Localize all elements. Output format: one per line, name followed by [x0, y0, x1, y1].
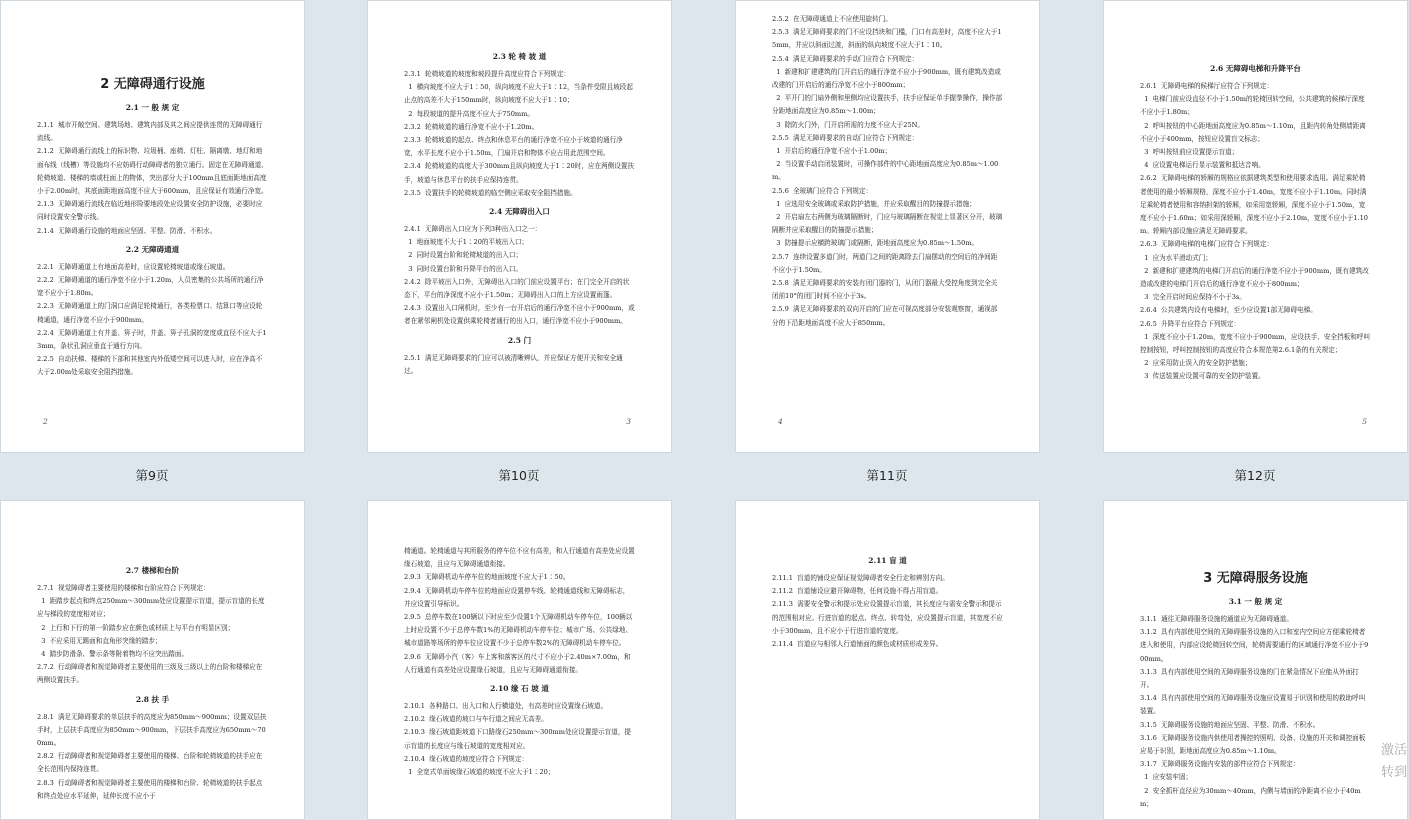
clause-text: 3.1.2 具有内部使用空间的无障碍服务设施的入口和室内空间应方便乘轮椅者进入和使用，内部应设轮椅回转空间，轮椅需要通行的区域通行净宽不应小于900mm。 — [1140, 628, 1369, 663]
clause-text: 1 应为水平滑动式门； — [1140, 253, 1212, 262]
watermark-line-2: 转到 — [1381, 765, 1408, 780]
clause-text: 2.10.2 缘石坡道的坡口与车行道之间应无高差。 — [404, 715, 548, 724]
clause-text: 2.1.4 无障碍通行设施的地面应坚固、平整、防滑、不积水。 — [37, 226, 217, 235]
clause-text: 2.10.3 缘石坡道距坡道下口路缘石250mm～300mm处应设置提示盲道，提示盲道的长度应与缘石坡道的宽度相对应。 — [404, 728, 632, 750]
clause-text: 2.1.2 无障碍通行流线上的标识物、垃圾桶、座椅、灯柱、隔离墩、地灯和地面布线（线槽）等设施均不应妨碍行动障碍者的独立通行。固定在无障碍通道、轮椅坡道、楼梯的墙或柱面上的物体，突出部分大于100mm且底面距地面高度小于2.00m时，其底面距地面高度不应大于600mm，且应保证有效通行净宽。 — [37, 147, 268, 196]
clause-text: 2.1.1 城市开敞空间、建筑场地、建筑内部及其之间应提供连贯的无障碍通行流线。 — [37, 121, 263, 143]
clause-text: 2.6.5 升降平台应符合下列规定： — [1140, 319, 1241, 328]
page-number: 3 — [626, 416, 631, 426]
clause-text: 2.11.3 需要安全警示和提示处应设置提示盲道，其长度应与需安全警示和提示的范围相对应。行进盲道的起点、终点、转弯处，应设置提示盲道，其宽度不应小于300mm，且不应小于行进盲道的宽度。 — [772, 600, 1003, 635]
clause-text: 2 上行和下行的第一阶踏步应在颜色或材质上与平台有明显区别； — [37, 623, 235, 632]
clause-text: 2.1.3 无障碍通行流线在临近地形险要地段处应设置安全防护设施，必要时应同时设置安全警示线。 — [37, 200, 263, 222]
clause-text: 3 同时设置台阶和升降平台的出入口。 — [404, 264, 523, 273]
clause-text: 2.6.3 无障碍电梯的电梯门应符合下列规定： — [1140, 240, 1274, 249]
clause-text: 2 同时设置台阶和轮椅坡道的出入口； — [404, 251, 523, 260]
clause-text: 椅通道。轮椅通道与其所服务的停车位不应有高差，和人行通道有高差处应设置缘石坡道，且应与无障碍通道衔接。 — [404, 547, 635, 569]
clause-text: 2.5.1 满足无障碍要求的门应可以被清晰辨认，并应保证方便开关和安全通过。 — [404, 353, 623, 375]
section-heading: 2.6 无障碍电梯和升降平台 — [1210, 64, 1301, 73]
chapter-title: 3 无障碍服务设施 — [1203, 571, 1308, 586]
clause-text: 3.1.4 具有内部使用空间的无障碍服务设施应设置易于识别和使用的救助呼叫装置。 — [1140, 694, 1366, 716]
clause-text: 2.3.5 设置扶手的轮椅坡道的临空侧应采取安全阻挡措施。 — [404, 188, 577, 197]
clause-text: 2.8.1 满足无障碍要求的单层扶手的高度应为850mm～900mm；设置双层扶手时，上层扶手高度应为850mm～900mm，下层扶手高度应为650mm～700mm。 — [37, 712, 267, 748]
page-number: 4 — [778, 416, 783, 426]
clause-text: 2.11.1 盲道的铺设应保证视觉障碍者安全行走和辨别方向。 — [772, 574, 949, 582]
clause-text: 3.1.5 无障碍服务设施的地面应坚固、平整、防滑、不积水。 — [1140, 720, 1320, 729]
clause-text: 2.6.2 无障碍电梯的轿厢的规格应依据建筑类型和使用要求选用。满足乘轮椅者使用的最小轿厢规格，深度不应小于1.40m，宽度不应小于1.10m。同时满足乘轮椅者使用和容纳担架的轿厢，如采用宽轿厢，深度不应小于1.50m，宽度不应小于1.60m；如采用深轿厢，深度不应小于2.10m，宽度不应小于1.10m。轿厢内部设施应满足无障碍要求。 — [1140, 174, 1368, 236]
clause-text: 3.1.3 具有内部使用空间的无障碍服务设施的门在紧急情况下应能从外面打开。 — [1140, 667, 1359, 690]
page-thumbnail-13[interactable] — [0, 500, 305, 820]
clause-text: 2 呼叫按钮的中心距地面高度应为0.85m～1.10m，且距内转角处侧墙距离不应小于400mm，按钮应设置盲文标志； — [1140, 121, 1366, 143]
page-thumbnail-14[interactable] — [367, 500, 672, 820]
section-heading: 2.3 轮 椅 坡 道 — [492, 52, 547, 61]
page-label-12[interactable]: 第12页 — [1234, 468, 1276, 483]
clause-text: 2.9.5 总停车数在100辆以下时应至少设置1个无障碍机动车停车位，100辆以上时应设置不少于总停车数1%的无障碍机动车停车位；城市广场、公共绿地、城市道路等场所的停车位应设置不少于总停车数2%的无障碍机动车停车位。 — [404, 613, 633, 648]
page-label-10[interactable]: 第10页 — [498, 468, 540, 483]
clause-text: 3 防撞提示应横跨玻璃门或隔断，距地面高度应为0.85m～1.50m。 — [772, 239, 979, 248]
clause-text: 2 新建和扩建建筑的电梯门开启后的通行净宽不应小于900mm，既有建筑改造或改建的电梯门开启后的通行净宽不应小于800mm； — [1140, 266, 1369, 289]
section-heading: 2.7 楼梯和台阶 — [125, 566, 180, 575]
clause-text: 3 传送装置应设置可靠的安全防护装置。 — [1140, 372, 1265, 381]
section-heading: 2.8 扶 手 — [135, 694, 170, 704]
clause-text: 2.10.4 缘石坡道的坡度应符合下列规定： — [404, 754, 529, 763]
page-number: 2 — [43, 416, 48, 426]
clause-text: 3 完全开启时间应保持不小于3s。 — [1140, 293, 1246, 302]
clause-text: 3 不应采用无踢面和直角形突缘的踏步； — [37, 636, 162, 645]
section-heading: 2.5 门 — [507, 335, 532, 345]
clause-text: 1 新建和扩建建筑的门开启后的通行净宽不应小于900mm，既有建筑改造或改建的门开启后的通行净宽不应小于800mm； — [772, 67, 1001, 90]
clause-text: 2.6.4 公共建筑内设有电梯时，至少应设置1部无障碍电梯。 — [1140, 306, 1317, 315]
clause-text: 2.9.6 无障碍小汽（客）车上客和落客区的尺寸不应小于2.40m×7.00m，和人行通道有高差处应设置缘石坡道，且应与无障碍通道衔接。 — [404, 652, 631, 674]
clause-text: 2.5.6 全玻璃门应符合下列规定： — [772, 186, 873, 195]
clause-text: 2.3.1 轮椅坡道的坡度和坡段提升高度应符合下列规定： — [404, 70, 571, 78]
clause-text: 3.1.1 通往无障碍服务设施的通道应为无障碍通道。 — [1140, 615, 1293, 623]
section-heading: 2.10 缘 石 坡 道 — [490, 684, 549, 694]
clause-text: 2.11.2 盲道铺设应避开障碍物，任何设施不得占用盲道。 — [772, 587, 943, 596]
section-heading: 3.1 一 般 规 定 — [1228, 597, 1283, 606]
clause-text: 1 地面坡度不大于1∶20的平坡出入口； — [404, 238, 529, 247]
clause-text: 2 开启扇左右两侧为玻璃隔断时，门应与玻璃隔断在视觉上显著区分开，玻璃隔断并应采取醒目的防撞提示措施； — [772, 213, 1003, 235]
chapter-title: 2 无障碍通行设施 — [100, 77, 205, 92]
section-heading: 2.4 无障碍出入口 — [489, 207, 550, 217]
page-number: 5 — [1362, 416, 1367, 426]
watermark-line-1: 激活 — [1381, 743, 1408, 758]
clause-text: 2 安全抓杆直径应为30mm～40mm，内侧与墙面的净距离不应小于40mm； — [1140, 786, 1361, 808]
clause-text: 2.5.2 在无障碍通道上不应使用旋转门。 — [772, 15, 892, 23]
clause-text: 2.5.5 满足无障碍要求的自动门应符合下列规定： — [772, 133, 919, 142]
clause-text: 2.9.3 无障碍机动车停车位的地面坡度不应大于1∶50。 — [404, 573, 570, 582]
clause-text: 2 应采用防止误入的安全防护措施； — [1140, 359, 1252, 368]
clause-text: 3 除防火门外，门开启所需的力度不应大于25N。 — [772, 120, 925, 129]
clause-text: 3.1.6 无障碍服务设施内供使用者操控的照明、设备、设施的开关和调控面板应易于识别，距地面高度应为0.85m～1.10m。 — [1140, 733, 1366, 756]
clause-text: 2.5.3 满足无障碍要求的门不应设挡块和门槛，门口有高差时，高度不应大于15mm，并应以斜面过渡，斜面的纵向坡度不应大于1∶10。 — [772, 28, 1002, 50]
clause-text: 2.2.1 无障碍通道上有地面高差时，应设置轮椅坡道或缘石坡道。 — [37, 262, 230, 271]
clause-text: 2.5.7 连续设置多道门时，两道门之间的距离除去门扇摆动的空间后的净间距不应小于1.50m。 — [772, 252, 998, 274]
clause-text: 1 应选用安全玻璃或采取防护措施，并应采取醒目的防撞提示措施； — [772, 199, 976, 208]
clause-text: 2 当设置手动启闭装置时，可操作部件的中心距地面高度应为0.85m～1.00m。 — [772, 160, 999, 182]
clause-text: 3 呼叫按钮前应设置提示盲道； — [1140, 148, 1239, 157]
page-thumbnail-11[interactable] — [735, 0, 1040, 453]
clause-text: 1 开启后的通行净宽不应小于1.00m； — [772, 147, 892, 156]
clause-text: 2 平开门的门扇外侧和里侧均应设置扶手，扶手应保证单手握拳操作，操作部分距地面高度应为0.85m～1.00m； — [772, 94, 1003, 116]
clause-text: 1 应安装牢固； — [1140, 773, 1193, 782]
clause-text: 2.5.9 满足无障碍要求的双向开启的门应在可视高度部分安装观察窗，通视部分的下沿距地面高度不应大于850mm。 — [772, 305, 998, 327]
clause-text: 2.3.4 轮椅坡道的高度大于300mm且纵向坡度大于1∶20时，应在两侧设置扶手，坡道与休息平台的扶手应保持连贯。 — [404, 162, 635, 184]
clause-text: 2.6.1 无障碍电梯的候梯厅应符合下列规定： — [1140, 82, 1274, 90]
clause-text: 2.5.8 满足无障碍要求的安装有闭门器的门，从闭门器最大受控角度到完全关闭前10°的闭门时间不应小于3s。 — [772, 279, 998, 301]
clause-text: 2.4.1 无障碍出入口应为下列3种出入口之一： — [404, 225, 542, 234]
clause-text: 2.7.2 行动障碍者和视觉障碍者主要使用的三级及三级以上的台阶和楼梯应在两侧设置扶手。 — [37, 663, 263, 685]
clause-text: 2.3.2 轮椅坡道的通行净宽不应小于1.20m。 — [404, 122, 539, 131]
clause-text: 2.11.4 盲道应与相邻人行道铺面的颜色或材质形成差异。 — [772, 640, 943, 649]
section-heading: 2.2 无障碍通道 — [125, 244, 180, 254]
clause-text: 2.4.3 设置出入口闸机时，至少有一台开启后的通行净宽不应小于900mm，或者在紧邻闸机处设置供乘轮椅者通行的出入口，通行净宽不应小于900mm。 — [404, 304, 635, 326]
page-label-11[interactable]: 第11页 — [866, 468, 908, 483]
clause-text: 2.8.2 行动障碍者和视觉障碍者主要使用的楼梯、台阶和轮椅坡道的扶手应在全长范围内保持连贯。 — [37, 752, 263, 774]
clause-text: 3.1.7 无障碍服务设施内安装的部件应符合下列规定： — [1140, 760, 1300, 769]
activation-watermark — [1381, 740, 1409, 784]
clause-text: 2.10.1 各种路口、出入口和人行横道处，有高差时应设置缘石坡道。 — [404, 702, 608, 711]
clause-text: 2.4.2 除平坡出入口外，无障碍出入口的门前应设置平台；在门完全开启的状态下，平台的净深度不应小于1.50m；无障碍出入口的上方应设置雨篷。 — [404, 277, 630, 300]
clause-text: 1 深度不应小于1.20m，宽度不应小于900mm，应设扶手、安全挡板和呼叫控制按钮，呼叫控制按钮的高度应符合本规范第2.6.1条的有关规定； — [1140, 332, 1371, 355]
clause-text: 2 每段坡道的提升高度不应大于750mm。 — [404, 109, 534, 118]
clause-text: 2.7.1 视觉障碍者主要使用的楼梯和台阶应符合下列规定： — [37, 584, 210, 592]
clause-text: 1 电梯门前应设直径不小于1.50m的轮椅回转空间，公共建筑的候梯厅深度不应小于1.80m； — [1140, 95, 1365, 117]
page-thumbnail-10[interactable] — [367, 0, 672, 453]
clause-text: 1 全宽式单面坡缘石坡道的坡度不应大于1∶20； — [404, 768, 555, 777]
page-thumbnail-12[interactable] — [1103, 0, 1408, 453]
clause-text: 1 横向坡度不应大于1∶50，纵向坡度不应大于1∶12，当条件受限且坡段起止点的高差不大于150mm时，纵向坡度不应大于1∶10； — [404, 83, 633, 105]
clause-text: 1 距踏步起点和终点250mm～300mm处应设置提示盲道，提示盲道的长度应与梯段的宽度相对应； — [37, 597, 265, 619]
section-heading: 2.11 盲 道 — [868, 556, 907, 565]
section-heading: 2.1 一 般 规 定 — [125, 103, 180, 112]
clause-text: 4 应设置电梯运行显示装置和抵达音响。 — [1140, 161, 1265, 170]
clause-text: 2.2.2 无障碍通道的通行净宽不应小于1.20m，人员密集的公共场所的通行净宽不应小于1.80m。 — [37, 276, 264, 298]
clause-text: 2.2.5 自动扶梯、楼梯的下部和其他室内外低矮空间可以进入时，应在净高不大于2.00m处采取安全阻挡措施。 — [37, 355, 263, 377]
page-thumbnail-15[interactable] — [735, 500, 1040, 820]
clause-text: 2.9.4 无障碍机动车停车位的地面应设置停车线、轮椅通道线和无障碍标志，并应设置引导标识。 — [404, 586, 630, 608]
clause-text: 2.5.4 满足无障碍要求的手动门应符合下列规定： — [772, 54, 919, 63]
page-thumbnail-9[interactable] — [0, 0, 305, 453]
page-label-9[interactable]: 第9页 — [135, 468, 169, 483]
clause-text: 2.3.3 轮椅坡道的起点、终点和休息平台的通行净宽不应小于坡道的通行净宽，水平长度不应小于1.50m，门扇开启和物体不应占用此范围空间。 — [404, 136, 623, 158]
clause-text: 2.2.3 无障碍通道上的门洞口应满足轮椅通行，各类检票口、结算口等应设轮椅通道，通行净宽不应小于900mm。 — [37, 302, 263, 324]
clause-text: 4 踏步防滑条、警示条等附着物均不应突出踏面。 — [37, 650, 189, 659]
clause-text: 2.2.4 无障碍通道上有井盖、箅子时，井盖、箅子孔洞的宽度或直径不应大于13mm，条状孔洞应垂直于通行方向。 — [37, 328, 267, 351]
page-thumbnail-16[interactable] — [1103, 500, 1408, 820]
clause-text: 2.8.3 行动障碍者和视觉障碍者主要使用的楼梯和台阶、轮椅坡道的扶手起点和终点处应水平延伸，延伸长度不应小于 — [37, 778, 263, 800]
